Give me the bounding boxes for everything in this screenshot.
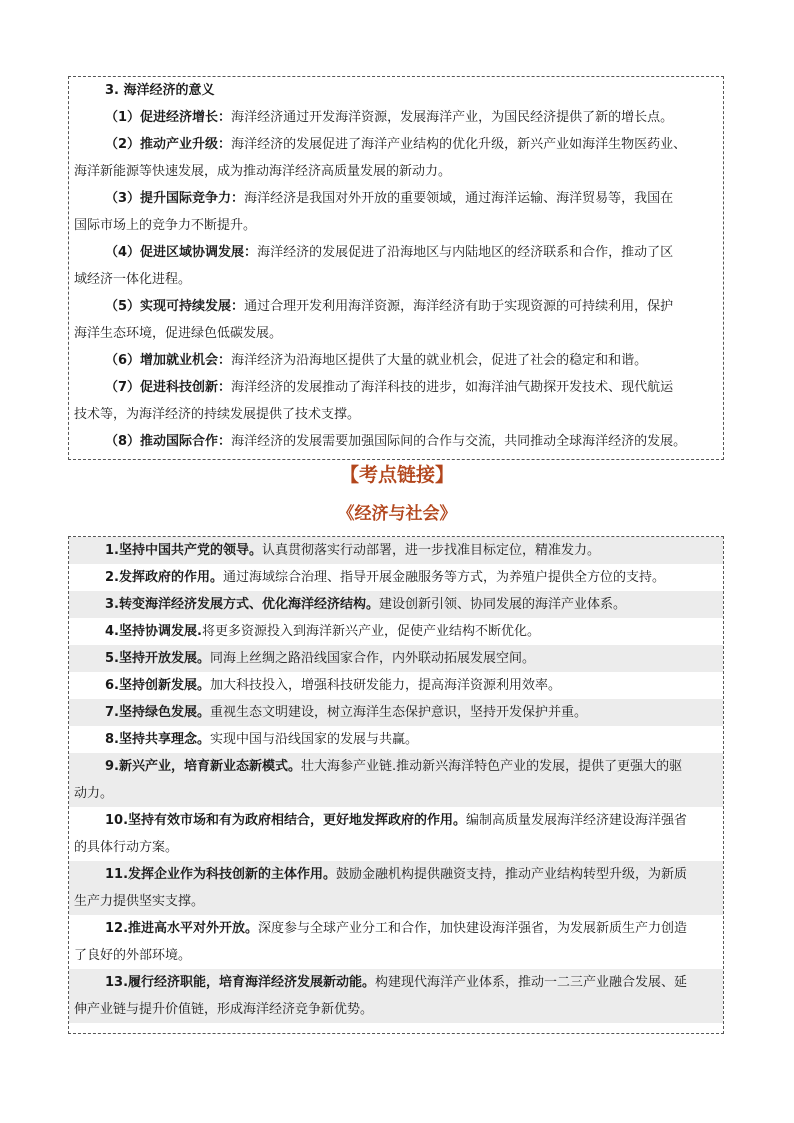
list-item: 4.坚持协调发展.将更多资源投入到海洋新兴产业，促使产业结构不断优化。 xyxy=(105,624,540,639)
list-item: 10.坚持有效市场和有为政府相结合，更好地发挥政府的作用。编制高质量发展海洋经济建设海洋强省 xyxy=(105,813,688,828)
list-item-continued: 动力。 xyxy=(74,786,114,801)
list-item: 6.坚持创新发展。加大科技投入，增强科技研发能力，提高海洋资源利用效率。 xyxy=(105,678,561,693)
list-item: 7.坚持绿色发展。重视生态文明建设，树立海洋生态保护意识，坚持开发保护并重。 xyxy=(105,705,587,720)
list-item: 13.履行经济职能，培育海洋经济发展新动能。构建现代海洋产业体系，推动一二三产业融合发展、延 xyxy=(105,975,688,990)
list-item-continued: 伸产业链与提升价值链，形成海洋经济竞争新优势。 xyxy=(74,1002,374,1017)
list-item: （1）促进经济增长：海洋经济通过开发海洋资源，发展海洋产业，为国民经济提供了新的增长点。 xyxy=(105,110,674,125)
list-item: （3）提升国际竞争力：海洋经济是我国对外开放的重要领域，通过海洋运输、海洋贸易等，我国在 xyxy=(105,191,674,206)
list-item: （4）促进区域协调发展：海洋经济的发展促进了沿海地区与内陆地区的经济联系和合作，推动了区 xyxy=(105,245,674,260)
list-item-continued: 域经济一体化进程。 xyxy=(74,272,192,287)
list-item: 1.坚持中国共产党的领导。认真贯彻落实行动部署，进一步找准目标定位，精准发力。 xyxy=(105,543,600,558)
section-points-box xyxy=(68,536,724,1034)
list-item: 12.推进高水平对外开放。深度参与全球产业分工和合作，加快建设海洋强省，为发展新质生产力创造 xyxy=(105,921,688,936)
list-item-continued: 海洋新能源等快速发展，成为推动海洋经济高质量发展的新动力。 xyxy=(74,164,452,179)
list-item-continued: 技术等，为海洋经济的持续发展提供了技术支撑。 xyxy=(74,407,361,422)
list-item-continued: 的具体行动方案。 xyxy=(74,840,179,855)
list-item: 8.坚持共享理念。实现中国与沿线国家的发展与共赢。 xyxy=(105,732,418,747)
list-item: 2.发挥政府的作用。通过海域综合治理、指导开展金融服务等方式，为养殖户提供全方位的支持。 xyxy=(105,570,665,585)
list-item-continued: 国际市场上的竞争力不断提升。 xyxy=(74,218,257,233)
list-item-continued: 生产力提供坚实支撑。 xyxy=(74,894,205,909)
list-item: 3.转变海洋经济发展方式、优化海洋经济结构。建设创新引领、协同发展的海洋产业体系。 xyxy=(105,597,626,612)
list-item: 11.发挥企业作为科技创新的主体作用。鼓励金融机构提供融资支持，推动产业结构转型升级，为新质 xyxy=(105,867,688,882)
list-item: （2）推动产业升级：海洋经济的发展促进了海洋产业结构的优化升级，新兴产业如海洋生物医药业、 xyxy=(105,137,687,152)
section-significance-box xyxy=(68,76,724,460)
list-item: 9.新兴产业，培育新业态新模式。壮大海参产业链.推动新兴海洋特色产业的发展，提供了更强大的驱 xyxy=(105,759,683,774)
heading-book-title: 《经济与社会》 xyxy=(337,504,457,524)
section-title: 3. 海洋经济的意义 xyxy=(105,83,215,98)
list-item: （6）增加就业机会：海洋经济为沿海地区提供了大量的就业机会，促进了社会的稳定和和谐。 xyxy=(105,353,648,368)
list-item: 5.坚持开放发展。同海上丝绸之路沿线国家合作，内外联动拓展发展空间。 xyxy=(105,651,535,666)
list-item: （5）实现可持续发展：通过合理开发利用海洋资源，海洋经济有助于实现资源的可持续利用，保护 xyxy=(105,299,674,314)
list-item: （8）推动国际合作：海洋经济的发展需要加强国际间的合作与交流，共同推动全球海洋经济的发展。 xyxy=(105,434,687,449)
list-item-continued: 了良好的外部环境。 xyxy=(74,948,192,963)
list-item-continued: 海洋生态环境，促进绿色低碳发展。 xyxy=(74,326,283,341)
heading-exam-link: 【考点链接】 xyxy=(339,464,454,486)
list-item: （7）促进科技创新：海洋经济的发展推动了海洋科技的进步，如海洋油气勘探开发技术、现代航运 xyxy=(105,380,674,395)
